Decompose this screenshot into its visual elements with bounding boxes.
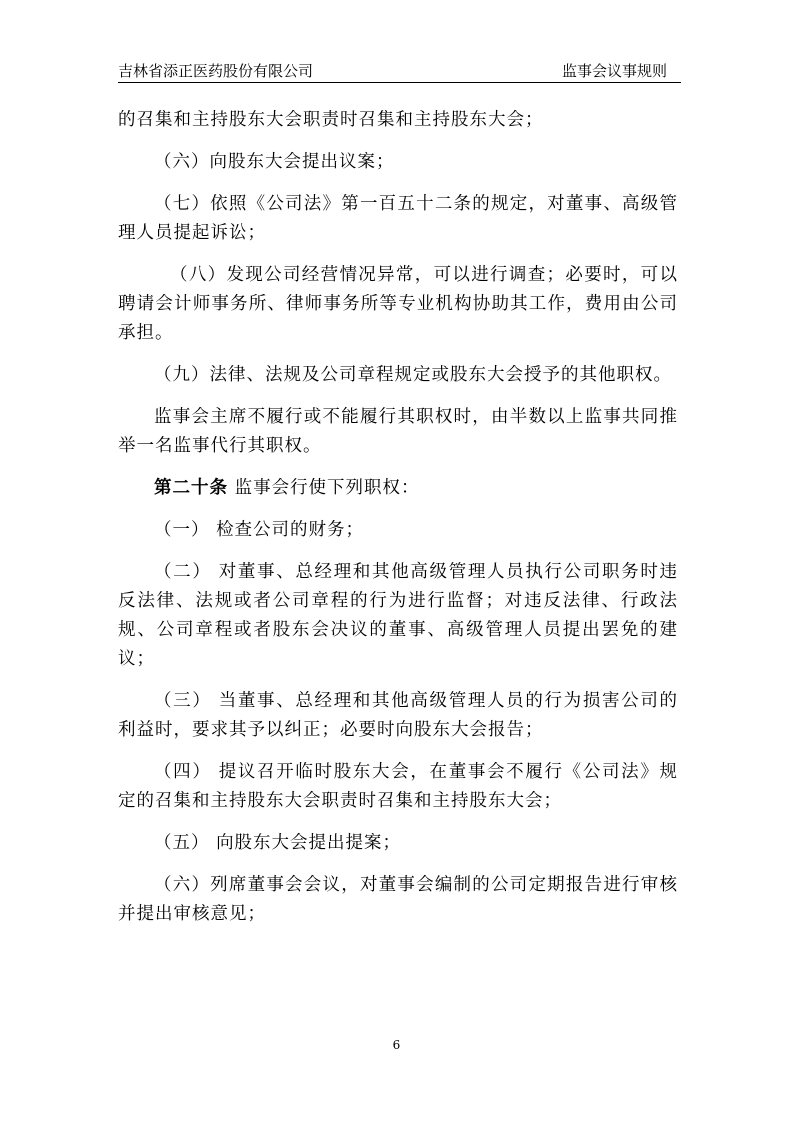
- paragraph: （五） 向股东大会提出提案；: [154, 833, 402, 853]
- paragraph: （二） 对董事、总经理和其他高级管理人员执行公司职务时违反法律、法规或者公司章程的行为进行监督；对违反法律、行政法规、公司章程或者股东会决议的董事、高级管理人员提出罢免的建议；: [118, 562, 678, 669]
- paragraph: 的召集和主持股东大会职责时召集和主持股东大会；: [118, 110, 544, 130]
- paragraph: （一） 检查公司的财务；: [154, 520, 365, 540]
- paragraph: （九）法律、法规及公司章程规定或股东大会授予的其他职权。: [154, 365, 672, 385]
- document-body: [118, 106, 678, 942]
- article-text: 监事会行使下列职权：: [228, 478, 420, 498]
- page-number: 6: [392, 1038, 401, 1052]
- paragraph: （七）依照《公司法》第一百五十二条的规定，对董事、高级管理人员提起诉讼；: [118, 194, 678, 243]
- article-number: 第二十条: [154, 478, 228, 498]
- header-doc-title: 监事会议事规则: [561, 62, 667, 80]
- page-header: [118, 56, 681, 83]
- article-heading-paragraph: [118, 474, 678, 503]
- paragraph: （六）向股东大会提出议案；: [154, 152, 395, 172]
- paragraph: （三） 当董事、总经理和其他高级管理人员的行为损害公司的利益时，要求其予以纠正；必要时向股东大会报告；: [118, 691, 678, 740]
- header-company: 吉林省添正医药股份有限公司: [118, 62, 314, 80]
- paragraph: （八）发现公司经营情况异常，可以进行调查；必要时，可以聘请会计师事务所、律师事务所等专业机构协助其工作，费用由公司承担。: [118, 265, 678, 343]
- paragraph: （六）列席董事会会议，对董事会编制的公司定期报告进行审核并提出审核意见；: [118, 875, 678, 924]
- paragraph: （四） 提议召开临时股东大会，在董事会不履行《公司法》规定的召集和主持股东大会职责时召集和主持股东大会；: [118, 762, 678, 811]
- paragraph: 监事会主席不履行或不能履行其职权时，由半数以上监事共同推举一名监事代行其职权。: [118, 407, 678, 456]
